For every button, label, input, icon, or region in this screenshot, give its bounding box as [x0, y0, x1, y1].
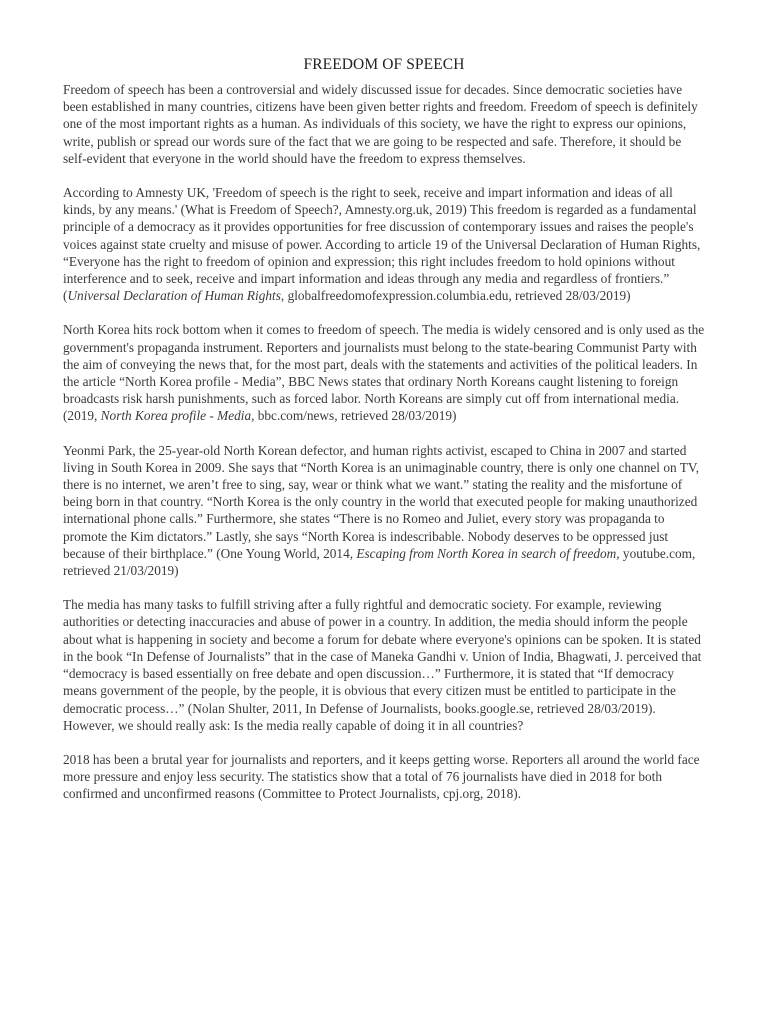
paragraph-amnesty-text: According to Amnesty UK, 'Freedom of speech is the right to seek, receive and impart information and ideas of all kinds, by any means.' (What is Freedom of Speech?, Amnesty.org.uk, 2019) This freedom is regarded as a fundamental principle of a democracy as it provides opportunities for free discussion of contemporary issues and raises the people's voices against state cruelty and misuse of power. According to article 19 of the Universal Declaration of Human Rights, “Everyone has the right to freedom of opinion and expression; this right includes freedom to hold opinions without interference and to seek, receive and impart information and ideas through any media and regardless of frontiers.” (: [63, 185, 701, 304]
citation-title-bbc: North Korea profile - Media,: [100, 408, 255, 424]
paragraph-north-korea-citation: bbc.com/news, retrieved 28/03/2019): [254, 408, 457, 424]
paragraph-yeonmi-park-citation: youtube.com, retrieved 21/03/2019): [63, 545, 696, 579]
paragraph-media-tasks: The media has many tasks to fulfill striving after a fully rightful and democratic society. For example, reviewing authorities or detecting inaccuracies and abuse of power in a country. In addition, the media should inform the people about what is happening in society and become a forum for debate where everyone's opinions can be spoken. It is stated in the book “In Defense of Journalists” that in the case of Maneka Gandhi v. Union of India, Bhagwati, J. perceived that “democracy is based essentially on free debate and open discussion…” Furthermore, it is stated that “If democracy means government of the people, by the people, it is obvious that every citizen must be entitled to participate in the democratic process…” (Nolan Shulter, 2011, In Defense of Journalists, books.google.se, retrieved 28/03/2019). However, we should really ask: Is the media really capable of doing it in all countries?: [63, 597, 702, 733]
paragraph-amnesty-citation: , globalfreedomofexpression.columbia.edu, retrieved 28/03/2019): [280, 288, 631, 304]
paragraph-yeonmi-park-text: Yeonmi Park, the 25-year-old North Korean defector, and human rights activist, escaped to China in 2007 and started living in South Korea in 2009. She says that “North Korea is an unimaginable country, there is only one channel on TV, there is no internet, we aren’t free to sing, say, wear or think what we want.” stating the reality and the misfortune of being born in that country. “North Korea is the only country in the world that executed people for making unauthorized international phone calls.” Furthermore, she states “There is no Romeo and Juliet, every story was propaganda to promote the Kim dictators.” Lastly, she says “North Korea is indescribable. Nobody deserves to be oppressed just because of their birthplace.” (One Young World, 2014,: [63, 442, 700, 561]
paragraph-intro: Freedom of speech has been a controversial and widely discussed issue for decades. Since democratic societies have been established in many countries, citizens have been given better rights and freedom. Freedom of speech is definitely one of the most important rights as a human. As individuals of this society, we have the right to express our opinions, write, publish or spread our words sure of the fact that we are going to be respected and safe. Therefore, it should be self-evident that everyone in the world should have the freedom to express themselves.: [63, 82, 698, 166]
citation-title-udhr: Universal Declaration of Human Rights: [67, 288, 281, 304]
paragraph-north-korea: [63, 321, 705, 424]
document-page: [63, 55, 705, 820]
document-title: FREEDOM OF SPEECH: [303, 56, 465, 73]
citation-title-one-young-world: Escaping from North Korea in search of freedom,: [356, 545, 620, 561]
paragraph-north-korea-text: North Korea hits rock bottom when it comes to freedom of speech. The media is widely censored and is only used as the government's propaganda instrument. Reporters and journalists must belong to the state-bearing Communist Party with the aim of conveying the news that, for the most part, deals with the statements and activities of the political leaders. In the article “North Korea profile - Media”, BBC News states that ordinary North Koreans caught listening to foreign broadcasts risk harsh punishments, such as forced labor. North Koreans are simply cut off from international media. (2019,: [63, 322, 705, 424]
paragraph-2018-journalists: 2018 has been a brutal year for journalists and reporters, and it keeps getting worse. Reporters all around the world face more pressure and enjoy less security. The statistics show that a total of 76 journalists have died in 2018 for both confirmed and unconfirmed reasons (Committee to Protect Journalists, cpj.org, 2018).: [63, 751, 700, 802]
paragraph-yeonmi-park: [63, 442, 705, 580]
paragraph-amnesty: [63, 184, 705, 304]
